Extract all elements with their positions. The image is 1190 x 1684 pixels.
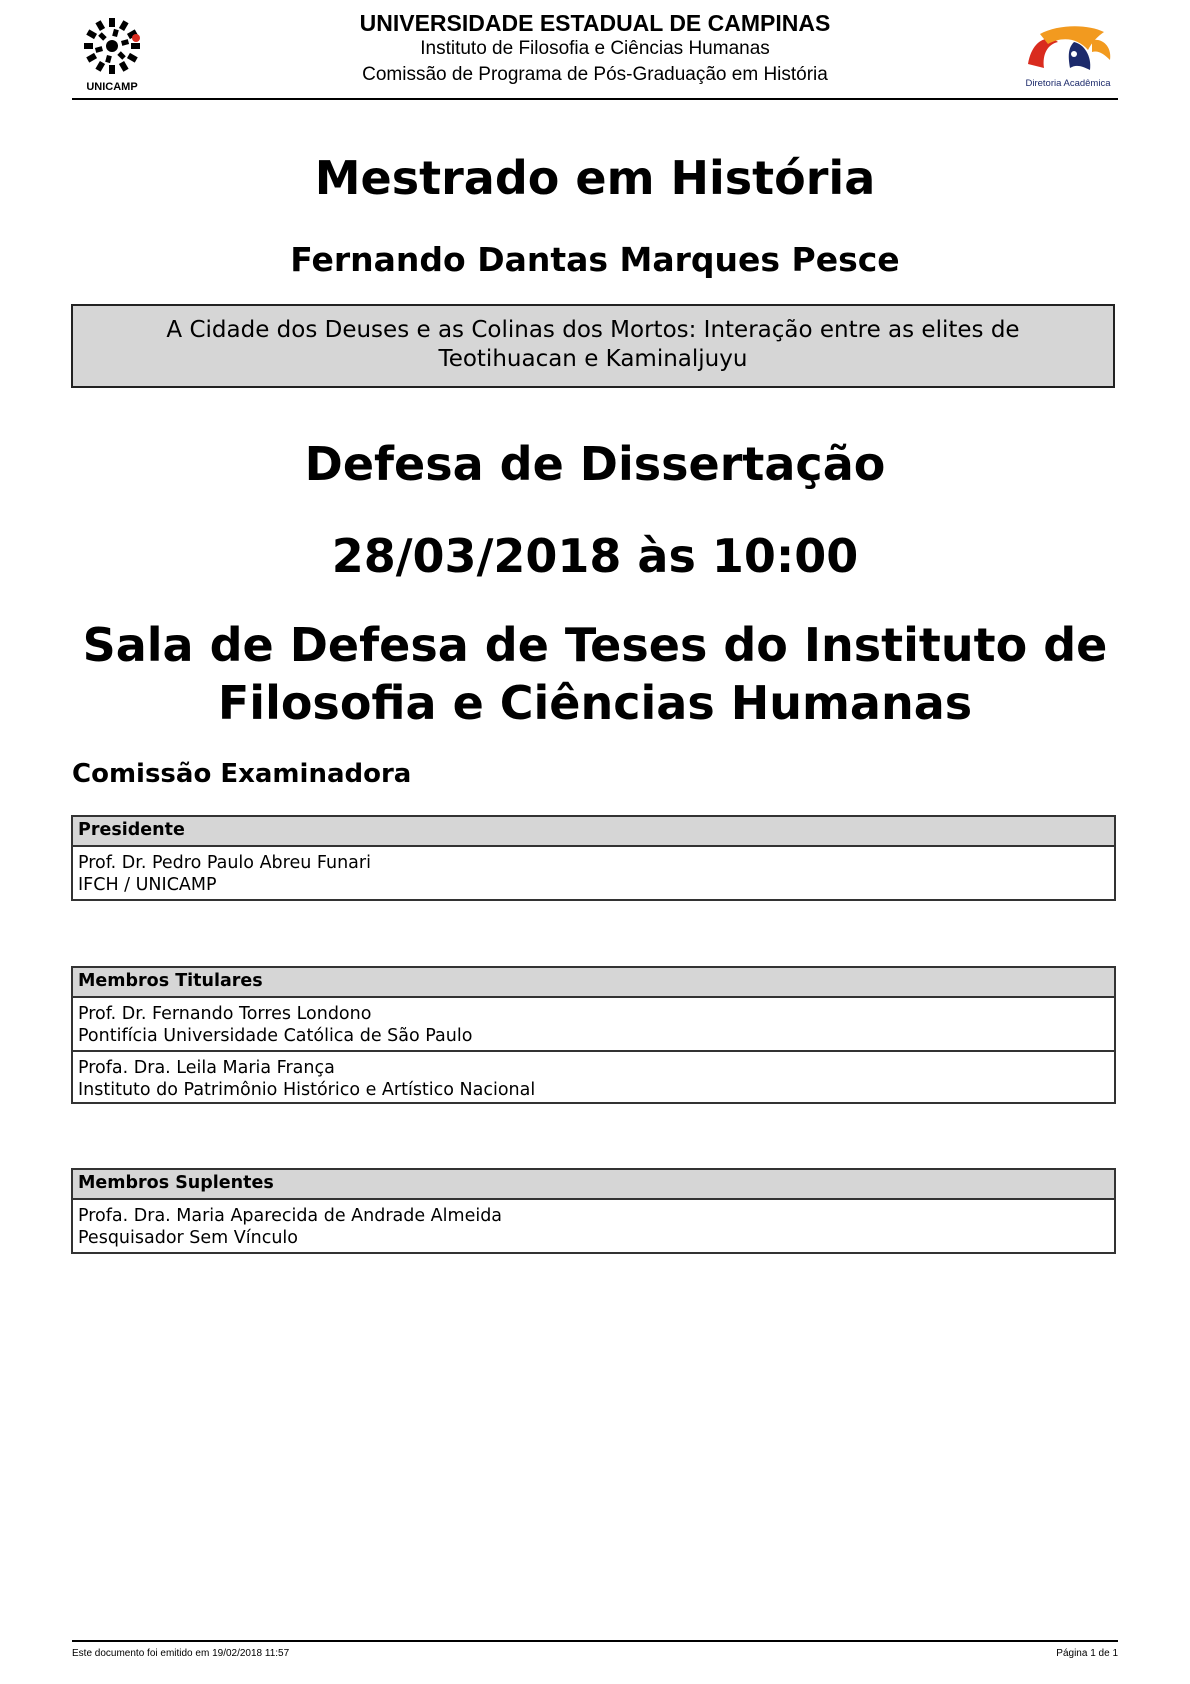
defense-datetime: 28/03/2018 às 10:00 bbox=[331, 529, 859, 583]
table-row bbox=[73, 1050, 1114, 1102]
member-name: Prof. Dr. Fernando Torres Londono bbox=[78, 1004, 372, 1024]
member-name: Prof. Dr. Pedro Paulo Abreu Funari bbox=[78, 853, 371, 873]
titulares-table bbox=[71, 966, 1116, 1104]
suplentes-table bbox=[71, 1168, 1116, 1254]
page-number: Página 1 de 1 bbox=[1056, 1648, 1118, 1659]
diretoria-academica-logo bbox=[1018, 20, 1118, 92]
svg-text:Diretoria Acadêmica: Diretoria Acadêmica bbox=[1025, 78, 1111, 89]
header-text bbox=[192, 10, 998, 88]
institute-name: Instituto de Filosofia e Ciências Humanas bbox=[420, 38, 770, 59]
issued-timestamp: Este documento foi emitido em 19/02/2018 11:57 bbox=[72, 1648, 290, 1659]
commission-name: Comissão de Programa de Pós-Graduação em História bbox=[362, 64, 828, 85]
student-name: Fernando Dantas Marques Pesce bbox=[290, 240, 900, 279]
page-header bbox=[72, 8, 1118, 100]
dac-emblem-icon bbox=[1018, 20, 1118, 92]
member-affiliation: IFCH / UNICAMP bbox=[78, 874, 217, 895]
titulares-header: Membros Titulares bbox=[73, 968, 1114, 998]
member-affiliation: Instituto do Patrimônio Histórico e Artístico Nacional bbox=[78, 1079, 536, 1100]
presidente-header: Presidente bbox=[73, 817, 1114, 847]
member-name: Profa. Dra. Leila Maria França bbox=[78, 1058, 335, 1078]
unicamp-emblem-icon bbox=[78, 14, 146, 94]
university-name: UNIVERSIDADE ESTADUAL DE CAMPINAS bbox=[359, 10, 831, 36]
member-affiliation: Pontifícia Universidade Católica de São Paulo bbox=[78, 1025, 473, 1046]
suplentes-header: Membros Suplentes bbox=[73, 1170, 1114, 1200]
svg-text:UNICAMP: UNICAMP bbox=[86, 81, 138, 93]
member-affiliation: Pesquisador Sem Vínculo bbox=[78, 1227, 298, 1248]
thesis-title: A Cidade dos Deuses e as Colinas dos Mortos: Interação entre as elites de Teotihuacan e Kaminaljuyu bbox=[166, 317, 1020, 372]
page-footer bbox=[72, 1640, 1118, 1659]
table-row bbox=[73, 998, 1114, 1050]
program-title: Mestrado em História bbox=[314, 151, 876, 205]
committee-heading: Comissão Examinadora bbox=[72, 759, 412, 789]
table-row bbox=[73, 1200, 1114, 1252]
presidente-table bbox=[71, 815, 1116, 901]
thesis-title-box bbox=[71, 304, 1115, 388]
table-row bbox=[73, 847, 1114, 899]
defense-location: Sala de Defesa de Teses do Instituto de Filosofia e Ciências Humanas bbox=[82, 618, 1108, 730]
unicamp-logo bbox=[78, 14, 146, 94]
member-name: Profa. Dra. Maria Aparecida de Andrade Almeida bbox=[78, 1206, 503, 1226]
defense-type: Defesa de Dissertação bbox=[304, 437, 886, 491]
